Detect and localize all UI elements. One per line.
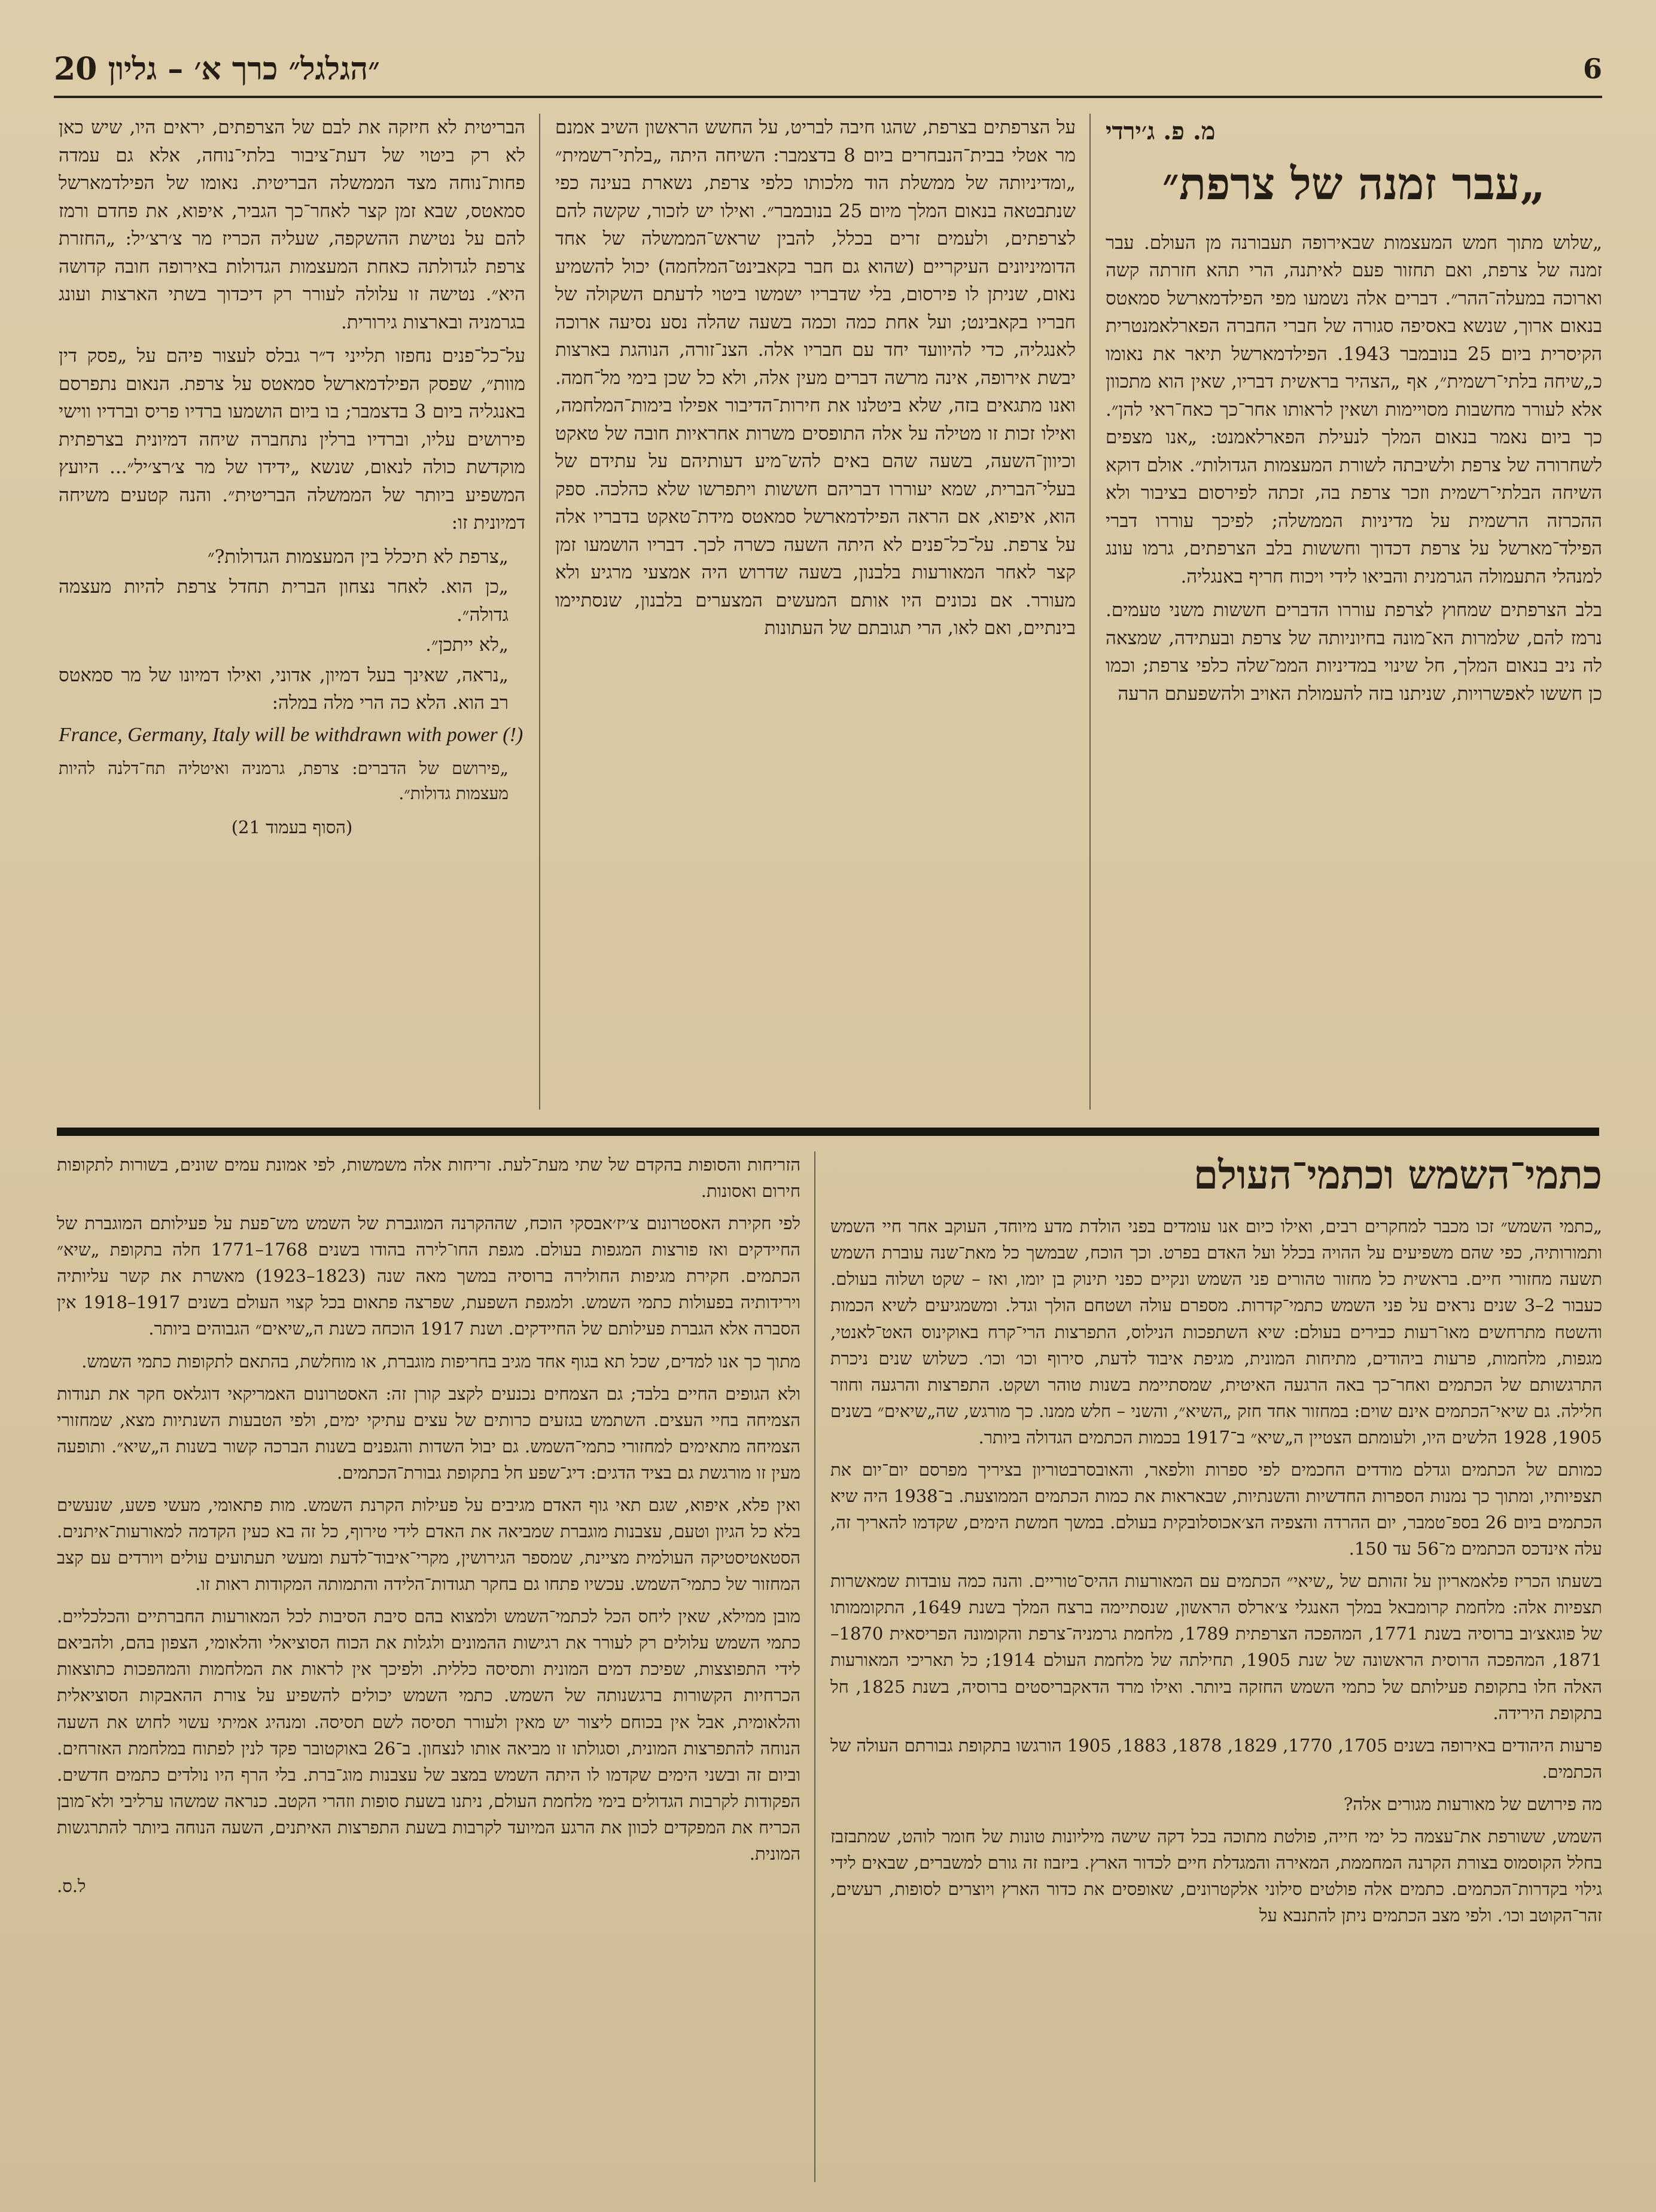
dialogue-line: „כן הוא. לאחר נצחון הברית תחדל צרפת להיות מעצמה גדולה״. (59, 576, 509, 626)
paragraph: „שלוש מתוך חמש המעצמות שבאירופה תעבורנה מן העולם. עבר זמנה של צרפת, ואם תחזור פעם לאיתנה, הרי תהא חזרתה קשה וארוכה במעלה־ההר״. דברים אלה נשמעו מפי הפילדמארשל סמאטס בנאום ארוך, שנשא באסיפה סגורה של חברי החברה הפארלאמנטרית הקיסרית ביום 25 בנובמבר 1943. הפילדמארשל תיאר את נאומו כ„שיחה בלתי־רשמית״, אף „הצהיר בראשית דבריו, שאין הוא מתכוון אלא לעורר מחשבות מסויימות ושאין לראותו אחר־כך כאח־ראי להן״. כך ביום נאמר בנאום המלך לנעילת הפארלאמנט: „אנו מצפים לשחרורה של צרפת ולשיבתה לשורת המעצמות הגדולות״. אולם דוקא השיחה הבלתי־רשמית וזכר צרפת בה, זכתה לפירסום בציבור ולא ההכרזה הרשמית על מדיניות הממשלה; לפיכך עוררו דברי הפילד־מארשל על צרפת דכדוך וחששות בלב הצרפתים, גרמו עונג למנהלי התעמולה הגרמנית והביאו לידי ויכוח חריף באנגליה. (1106, 231, 1602, 587)
paragraph: ואין פלא, איפוא, שגם תאי גוף האדם מגיבים על פעילות הקרנת השמש. מות פתאומי, מעשי פשע, שנעשים בלא כל הגיון וטעם, עצבנות מוגברת שמביאה את האדם לידי טירוף, כל זה בא כעין הקדמה למאורעות־איתנים. הסטאטיסטיקה העולמית מציינת, שמספר הגירושין, מקרי־איבוד־לדעת ומעשי תעתועים עולים ויורדים עם קצב המחזור של כתמי־השמש. עכשיו פתחו גם בחקר תגודות־הלידה והתמותה המקודות ראות זו. (57, 1494, 800, 1595)
dialogue-line: „צרפת לא תיכלל בין המעצמות הגדולות?״ (207, 546, 509, 568)
paragraph: הזריחות והסופות בהקדם של שתי מעת־לעת. זריחות אלה משמשות, לפי אמונת עמים שונים, בשורות לתקופות חירום ואסונות. (57, 1154, 800, 1202)
paragraph: על־כל־פנים נחפזו תלייני ד״ר גבלס לעצור פיהם על „פסק דין מוות״, שפסק הפילדמארשל סמאטס על צרפת. הנאום נתפרסם באנגליה ביום 3 בדצמבר; בו ביום הושמעו ברדיו פריס וברדיו ווישי פירושים עליו, וברדיו ברלין נתחברה שיחה דמיונית בצרפתית מוקדשת כולה לנאום, שנשא „ידידו של מר צ׳רצ׳יל״... היועץ המשפיע ביותר של הממשלה הבריטית״. והנה קטעים משיחה דמיונית זו: (59, 345, 525, 534)
paragraph: הבריטית לא חיזקה את לבם של הצרפתים, יראים היו, שיש כאן לא רק ביטוי של דעת־ציבור בלתי־נוחה, אלא גם עמדה פחות־נוחה מצד הממשלה הבריטית. נאומו של הפילדמארשל סמאטס, שבא זמן קצר לאחר־כך הגביר, איפוא, את פחדם ורמז להם על נטישת ההשקפה, שעליה הכריז מר צ׳רצ׳יל: „החזרת צרפת לגדולתה כאחת המעצמות הגדולות באירופה חובה קדושה היא״. נטישה זו עלולה לעורר רק דיכדוך בשתי הארצות ועונג בגרמניה ובארצות גירורית. (59, 117, 525, 333)
paragraph: מתוך כך אנו למדים, שכל תא בגוף אחד מגיב בחריפות מוגברת, או מוחלשת, בהתאם לתקופות כתמי השמש. (81, 1351, 800, 1372)
english-quote: France, Germany, Italy will be withdrawn with power (!) (59, 723, 523, 746)
article-france-column-3 (59, 114, 525, 1110)
paragraph: בשעתו הכריז פלאמאריון על זהותם של „שיאי״ הכתמים עם המאורעות ההיס־טוריים. והנה כמה עובדות שמאשרות תצפיות אלה: מלחמת קרומבאל במלך האנגלי צ׳ארלס הראשון, שנסתיימה ברצח המלך בשנת 1649, התקוממותו של פוגאצ׳וב ברוסיה בשנת 1771, המהפכה הצרפתית 1789, מלחמת גרמניה־צרפת והקומונה הפריסאית 1870–1871, המהפכה הרוסית הראשונה של שנת 1905, תחילתה של מלחמת העולם 1914; כל תאריכי המאורעות האלה חלו בתקופת פעילותם של כתמי השמש החזקה ביותר. ואילו מרד הדאקבריסטים ברוסיה, בשנת 1825, חל בתקופת הירידה. (830, 1571, 1602, 1723)
paragraph: מה פירושם של מאורעות מגורים אלה? (1343, 1793, 1602, 1814)
article-france (57, 114, 1602, 1110)
dialogue-line: „לא ייתכן״. (425, 634, 509, 656)
page-number: 6 (1582, 53, 1602, 85)
dialogue-line: „נראה, שאינך בעל דמיון, אדוני, ואילו דמיונו של מר סמאטס רב הוא. הלא כה הרי מלה במלה: (59, 664, 509, 714)
author-initials: ל.ס. (57, 1876, 86, 1897)
paragraph: ולא הגופים החיים בלבד; גם הצמחים נכנעים לקצב קורן זה: האסטרונום האמריקאי דוגלאס חקר את תנודות הצמיחה בחיי העצים. השתמש בגזעים כרותים של עצים עתיקי ימים, ולפי הטבעות השנתיות מצא, שמחזורי הצמיחה מתאימים למחזורי כתמי־השמש. גם יבול השדות והגפנים בשנות הברכה קשור בשנות ה„שיא״. ותופעה מעין זו מורגשת גם בציד הדגים: דיג־שפע חל בתקופת גבורת־הכתמים. (57, 1383, 800, 1483)
continued-note: (הסוף בעמוד 21) (231, 816, 353, 837)
paragraph: על הצרפתים בצרפת, שהגו חיבה לבריט, על החשש הראשון השיב אמנם מר אטלי בבית־הנבחרים ביום 8 בדצמבר: השיחה היתה „בלתי־רשמית״ „ומדיניותה של ממשלת הוד מלכותו כלפי צרפת, נשארת בעינה כפי שנתבטאה בנאום המלך מיום 25 בנובמבר״. ואילו יש לזכור, שקשה להם לצרפתים, ולעמים זרים בכלל, להבין שראש־הממשלה של אחד הדומיניונים העיקריים (שהוא גם חבר בקאבינט־המלחמה) יכול להשמיע נאום, שניתן לו פירסום, בלי שדבריו ישמשו ביטוי לדעתם השקולה של חבריו בקאבינט; ועל אחת כמה וכמה בשעה שהלה נסע נסיעה ארוכה לאנגליה, כדי להיוועד יחד עם חבריו אלה. הצנ־זורה, הנוהגת בארצות יבשת אירופה, אינה מרשה דברים מעין אלה, ולא כל שכן בימי מל־חמה. ואנו מתגאים בזה, שלא ביטלנו את חירות־הדיבור אפילו בימות־המלחמה, ואילו זכות זו מטילה על אלה התופסים משרות אחראיות חובה של טאקט וכיוון־השעה, בשעה שהם באים להש־מיע דעותיהם על עתידם של בעלי־הברית, שמא יעוררו דבריהם חששות ויתפרשו שלא כהלכה. ספק הוא, איפוא, אם הראה הפילדמארשל סמאטס מידת־טאקט בדבריו אלה על צרפת. על־כל־פנים לא היתה השעה כשרה לכך. דבריו הושמעו זמן קצר לאחר המאורעות בלבנון, בשעה שדרוש היה אמצעי מרגיע ולא מעורר. אם נכונים היו אותם המעשים המצערים בלבנון, שנסתיימו בינתיים, ואם לאו, הרי תגובתם של העתונות (555, 117, 1076, 639)
column-rule (814, 1151, 815, 2182)
column-rule (539, 114, 540, 1110)
article-sunspots (57, 1151, 1602, 2182)
article-byline: מ. פ. ג׳ירדי (1106, 117, 1216, 145)
publication-name: ״הגלגל״ כרך א׳ – גליון 20 (54, 50, 380, 87)
article-france-column-2 (555, 114, 1076, 1110)
section-divider (57, 1128, 1599, 1136)
paragraph: כמותם של הכתמים וגדלם מודדים החכמים לפי ספרות וולפאר, והאובסרבטוריון בציריך מפרסם יום־יום את תצפיותיו, ומתוך כך נמנות הספרות החדשיות והשנתיות, שבאראות את כמות הכתמים הממוצעת. ב־1938 היה שיא הכתמים ביום 26 בספ־טמבר, יום ההרדה והצפיה הצ׳אכוסלובקית בעולם. במשך חמשת הימים, שקדמו להאריך זה, עלה אינדכס הכתמים מ־56 עד 150. (830, 1459, 1602, 1559)
paragraph: בלב הצרפתים שמחוץ לצרפת עוררו הדברים חששות משני טעמים. נרמז להם, שלמרות הא־מונה בחיוניותה של צרפת ובעתידה, שמצאה לה ניב בנאום המלך, חל שינוי במדיניות הממ־שלה כלפי צרפת; וכמו כן חששו לאפשרויות, שניתנו בזה להעמולת האויב ולהשפעתם הרעה (1106, 599, 1602, 705)
paragraph: השמש, ששורפת את־עצמה כל ימי חייה, פולטת מתוכה בכל דקה שישה מיליונות טונות של חומר לוהט, שמתבזבז בחלל הקוסמוס בצורת הקרנה המחממת, המאירה והמגדלת חיים לכדור הארץ. ביזבוז זה גורם למשברים, שבאים לידי גילוי בקדרות־הכתמים. כתמים אלה פולטים סילוני אלקטרונים, שאופסים את כדור הארץ ויוצרים לסופות, רעשים, זהר־הקוטב וכו׳. ולפי מצב הכתמים ניתן להתנבא על (830, 1826, 1602, 1926)
paragraph: לפי חקירת האסטרונום צ׳יז׳אבסקי הוכח, שההקרנה המוגברת של השמש מש־פעת על פעילותם המוגברת של החיידקים ואז פורצות המגפות בעולם. מגפת החו־לירה בהודו בשנים 1768–1771 חלה בתקופת „שיא״ הכתמים. חקירת מגיפות החולירה ברוסיה במשך מאה שנה (1823–1923) מאשרת את קשר עליותיה וירידותיה בפעולות כתמי השמש. ולמגפת השפעת, שפרצה פתאום בכל קצוי העולם בשנים 1917–1918 אין הסברה אלא הגברת פעילותם של החיידקים. ושנת 1917 הוכחה כשנת ה„שיאים״ הגבוהים ביותר. (57, 1213, 800, 1339)
paragraph: מובן ממילא, שאין ליחס הכל לכתמי־השמש ולמצוא בהם סיבת הסיבות לכל המאורעות החברתיים והכלכליים. כתמי השמש עלולים רק לעורר את רגישות ההמונים ולגלות את הכוח הסוציאלי והלאומי, הצפון בהם, ולהביאם לידי התפוצצות, שפיכת דמים המונית ותסיסה כללית. ולפיכך אין לראות את המלחמות והמהפכות כתוצאות הכרחיות הקשורות ברגשנותה של השמש. כתמי השמש יכולים להשפיע על צורת ההאבקות הסוציאלית והלאומית, אבל אין בכוחם ליצור יש מאין ולעורר תסיסה לשם תסיסה. ומנהיג אמיתי עשוי לחוש את השעה הנוחה להתפרצות המונית, וסגולתו זו מביאה אותו לנצחון. ב־26 באוקטובר פקד לנין לפתוח במלחמת האזרחים. וביום זה ובשני הימים שקדמו לו היתה השמש במצב של עצבנות מוג־ברת. בלי הרף היו נולדים כתמים חדשים. הפקודות לקרבות הגדולים בימי מלחמת העולם, ניתנו בשעת סופות וזהרי הקטב. כנראה שמשהו ערליבי ולא־מובן הכריח את המפקדים לכוון את הרגע המיועד לקרבות בשעת התפרצות האיתנים, השעה הנוחה ביותר להתרגשות המונית. (57, 1606, 800, 1864)
article-title: „עבר זמנה של צרפת״ (1162, 159, 1546, 210)
paragraph: „כתמי השמש״ זכו מכבר למחקרים רבים, ואילו כיום אנו עומדים בפני הולדת מדע מיוחד, העוקב אחר חיי השמש ותמורותיה, כפי שהם משפיעים על ההויה בכלל ועל האדם בפרט. וכך הוכח, שבמשך כל מאת־שנה עוברת השמש תשעה מחזורי חיים. בראשית כל מחזור טהורים פני השמש ונקיים כפני תינוק בן יומו, ואז – שקט ושלוה בעולם. כעבור 2–3 שנים נראים על פני השמש כתמי־קדרות. מספרם עולה ושטחם הולך וגדל. ומשמגיעים לשיא הכמות והשטח מתרחשים מאו־רעות כבירים בעולם: שיא השתפכות הנילוס, התפרצות הרי־קרח באוקינוס האט־לאנטי, מגפות, מלחמות, פרעות ביהודים, מתיחות המונית, מגיפת איבוד לדעת, סירוף וכו׳ וכו׳. כשלוש שנים ניכרת התרגשותם של הכתמים ואחר־כך באה הרגעה האיטית, שמסתיימת בשנות טוהר ושקט. התפרצות והרגעה וחוזר חלילה. גם שיאי־הכתמים אינם שוים: במחזור אחד חזק „השיא״, והשני – חלש ממנו. כך מורגש, שה„שיאים״ בשנים 1905, 1928 הלשים היו, ולעומתם הצטיין ה„שיא״ ב־1917 בכמות הכתמים הגדולה ביותר. (830, 1216, 1602, 1448)
column-rule (1089, 114, 1091, 1110)
page-header (54, 42, 1602, 98)
article-france-column-1 (1106, 114, 1602, 1110)
article-sunspots-column-2 (57, 1151, 800, 2182)
article-sunspots-column-1 (830, 1151, 1602, 2182)
paragraph: פרעות היהודים באירופה בשנים 1705, 1770, 1829, 1878, 1883, 1905 הורגשו בתקופת גבורתם העולה של הכתמים. (830, 1735, 1602, 1782)
translation-note: „פירושם של הדברים: צרפת, גרמניה ואיטליה תח־דלנה להיות מעצמות גדולות״. (59, 758, 509, 803)
article-title: כתמי־השמש וכתמי־העולם (1193, 1151, 1602, 1198)
